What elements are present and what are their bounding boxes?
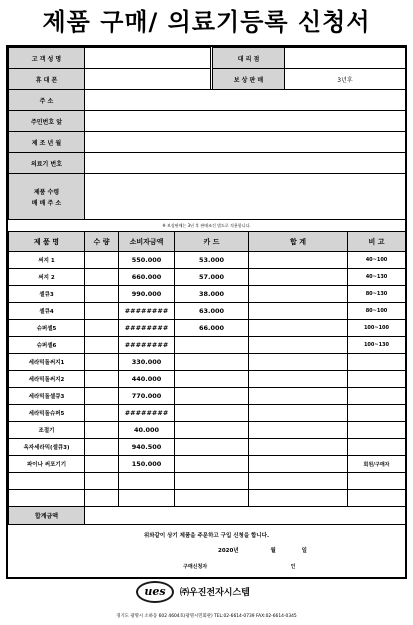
date-day[interactable]: 일 (301, 548, 307, 554)
form-footer (8, 525, 405, 625)
cell-product: 써지 2 (9, 269, 85, 286)
cell-note[interactable]: 80~100 (348, 303, 406, 320)
seal-mark[interactable]: 인 (290, 564, 296, 570)
cell-qty[interactable] (85, 473, 119, 490)
cell-note[interactable] (348, 405, 406, 422)
cell-qty[interactable] (85, 371, 119, 388)
cell-total[interactable] (249, 473, 348, 490)
cell-card[interactable] (175, 422, 249, 439)
cell-product (9, 490, 85, 507)
cell-note[interactable] (348, 354, 406, 371)
table-row (9, 269, 406, 286)
cell-product: 조절기 (9, 422, 85, 439)
date-line (218, 546, 307, 554)
cell-qty[interactable] (85, 490, 119, 507)
item-rows (9, 252, 406, 507)
cell-card[interactable] (175, 456, 249, 473)
grand-total-label: 합계금액 (9, 507, 85, 525)
cell-note[interactable] (348, 473, 406, 490)
phone-field[interactable] (85, 69, 211, 90)
grand-total-field[interactable] (85, 507, 406, 525)
table-row (9, 354, 406, 371)
table-row (9, 371, 406, 388)
address-label: 주 소 (9, 90, 85, 111)
company-address: 경기도 광명시 소하동 602 4604호(광명시민회관) TEL:02-6614-0739 FAX:02-6614-0345 (116, 614, 297, 619)
cell-consumer-price[interactable]: ######## (119, 405, 175, 422)
cell-note[interactable] (348, 371, 406, 388)
cell-total[interactable] (249, 422, 348, 439)
cell-note[interactable]: 40~130 (348, 269, 406, 286)
cell-card[interactable]: 63.000 (175, 303, 249, 320)
cell-total[interactable] (249, 252, 348, 269)
cell-product: 셀큐4 (9, 303, 85, 320)
customer-name-field[interactable] (85, 48, 211, 69)
cell-consumer-price[interactable]: 40.000 (119, 422, 175, 439)
cell-card[interactable]: 53.000 (175, 252, 249, 269)
table-row (9, 337, 406, 354)
cell-consumer-price[interactable]: ######## (119, 337, 175, 354)
cell-card[interactable]: 66.000 (175, 320, 249, 337)
cell-consumer-price[interactable]: 770.000 (119, 388, 175, 405)
address-field[interactable] (85, 90, 406, 111)
cell-product (9, 473, 85, 490)
cell-card[interactable] (175, 337, 249, 354)
cell-product: 세라믹돌써지2 (9, 371, 85, 388)
warranty-label: 보 상 판 매 (213, 69, 285, 90)
cell-consumer-price[interactable]: 990.000 (119, 286, 175, 303)
col-card: 카 드 (175, 232, 249, 252)
applicant-line (183, 563, 296, 570)
cell-product: 파이나 써포기기 (9, 456, 85, 473)
cell-product: 슈퍼셀6 (9, 337, 85, 354)
cell-consumer-price[interactable]: 940.500 (119, 439, 175, 456)
cell-qty[interactable] (85, 286, 119, 303)
date-month[interactable]: 월 (270, 548, 276, 554)
cell-card[interactable] (175, 439, 249, 456)
table-row (9, 405, 406, 422)
cell-note[interactable]: 80~130 (348, 286, 406, 303)
table-row (9, 252, 406, 269)
cell-consumer-price[interactable]: 330.000 (119, 354, 175, 371)
cell-qty[interactable] (85, 269, 119, 286)
cell-qty[interactable] (85, 405, 119, 422)
dealer-field[interactable] (285, 48, 406, 69)
cell-card[interactable] (175, 473, 249, 490)
device-number-label: 의료기 번호 (9, 153, 85, 174)
cell-total[interactable] (249, 490, 348, 507)
cell-qty[interactable] (85, 456, 119, 473)
application-form (6, 45, 407, 619)
cell-total[interactable] (249, 439, 348, 456)
cell-product: 써지 1 (9, 252, 85, 269)
cell-card[interactable] (175, 405, 249, 422)
delivery-address-label-line1: 제품 수령 (33, 188, 60, 196)
table-row (9, 456, 406, 473)
cell-qty[interactable] (85, 354, 119, 371)
order-statement: 위와같이 상기 제품을 주문하고 구입 신청을 합니다. (143, 533, 270, 539)
cell-total[interactable] (249, 303, 348, 320)
device-number-field[interactable] (85, 153, 406, 174)
col-note: 비 고 (348, 232, 406, 252)
cell-consumer-price[interactable] (119, 473, 175, 490)
cell-consumer-price[interactable]: 150.000 (119, 456, 175, 473)
cell-card[interactable]: 38.000 (175, 286, 249, 303)
warranty-notice: ※ 보상판매는 3년 후 판매조건 별도로 적용합니다. (162, 223, 251, 228)
cell-qty[interactable] (85, 422, 119, 439)
resident-number-field[interactable] (85, 111, 406, 132)
delivery-address-field[interactable] (85, 174, 406, 220)
cell-card[interactable] (175, 490, 249, 507)
company-name: ㈜우진전자시스템 (180, 588, 250, 598)
company-logo (136, 581, 286, 603)
cell-product: 세라믹돌슈퍼5 (9, 405, 85, 422)
form-title: 제품 구매/ 의료기등록 신청서 (42, 8, 371, 36)
cell-product: 옥자세라믹(셀큐3) (9, 439, 85, 456)
cell-product: 슈퍼셀5 (9, 320, 85, 337)
delivery-address-label (9, 174, 85, 220)
table-row (9, 490, 406, 507)
manufacture-date-field[interactable] (85, 132, 406, 153)
cell-card[interactable] (175, 371, 249, 388)
table-row (9, 320, 406, 337)
cell-total[interactable] (249, 337, 348, 354)
cell-total[interactable] (249, 388, 348, 405)
cell-qty[interactable] (85, 439, 119, 456)
col-total: 합 계 (249, 232, 348, 252)
cell-note[interactable]: 40~100 (348, 252, 406, 269)
cell-qty[interactable] (85, 320, 119, 337)
cell-total[interactable] (249, 456, 348, 473)
table-row (9, 388, 406, 405)
delivery-address-label-line2: 배 배 주 소 (31, 199, 62, 207)
cell-total[interactable] (249, 320, 348, 337)
logo-mark-icon: ues (136, 581, 174, 603)
cell-card[interactable]: 57.000 (175, 269, 249, 286)
cell-card[interactable] (175, 388, 249, 405)
cell-consumer-price[interactable]: 550.000 (119, 252, 175, 269)
table-row (9, 473, 406, 490)
cell-product: 세라믹돌셀큐3 (9, 388, 85, 405)
manufacture-date-label: 제 조 년 월 (9, 132, 85, 153)
cell-total[interactable] (249, 269, 348, 286)
cell-card[interactable] (175, 354, 249, 371)
date-year[interactable]: 2020년 (218, 548, 239, 554)
cell-total[interactable] (249, 286, 348, 303)
warranty-value[interactable]: 3년후 (285, 69, 406, 90)
cell-note[interactable] (348, 388, 406, 405)
resident-number-label: 주민번호 앞 (9, 111, 85, 132)
cell-note[interactable] (348, 439, 406, 456)
cell-note[interactable]: 100~130 (348, 337, 406, 354)
cell-total[interactable] (249, 354, 348, 371)
table-row (9, 303, 406, 320)
cell-qty[interactable] (85, 337, 119, 354)
col-product: 제 품 명 (9, 232, 85, 252)
cell-consumer-price[interactable]: 660.000 (119, 269, 175, 286)
col-consumer-price: 소비자금액 (119, 232, 175, 252)
table-row (9, 422, 406, 439)
table-row (9, 439, 406, 456)
cell-qty[interactable] (85, 252, 119, 269)
cell-note[interactable] (348, 422, 406, 439)
phone-label: 휴 대 폰 (9, 69, 85, 90)
items-table (8, 231, 406, 525)
cell-product: 세라믹돌써지1 (9, 354, 85, 371)
customer-info-table (8, 47, 406, 220)
applicant-label: 구매신청자 (183, 564, 208, 570)
cell-consumer-price[interactable] (119, 490, 175, 507)
cell-total[interactable] (249, 371, 348, 388)
table-row (9, 286, 406, 303)
cell-note[interactable]: 회원/구매자 (348, 456, 406, 473)
cell-consumer-price[interactable]: ######## (119, 320, 175, 337)
cell-consumer-price[interactable]: 440.000 (119, 371, 175, 388)
customer-name-label: 고 객 성 명 (9, 48, 85, 69)
cell-note[interactable]: 100~100 (348, 320, 406, 337)
col-qty: 수 량 (85, 232, 119, 252)
cell-qty[interactable] (85, 303, 119, 320)
cell-total[interactable] (249, 405, 348, 422)
cell-note[interactable] (348, 490, 406, 507)
cell-qty[interactable] (85, 388, 119, 405)
dealer-label: 대 리 점 (213, 48, 285, 69)
cell-consumer-price[interactable]: ######## (119, 303, 175, 320)
cell-product: 셀큐3 (9, 286, 85, 303)
